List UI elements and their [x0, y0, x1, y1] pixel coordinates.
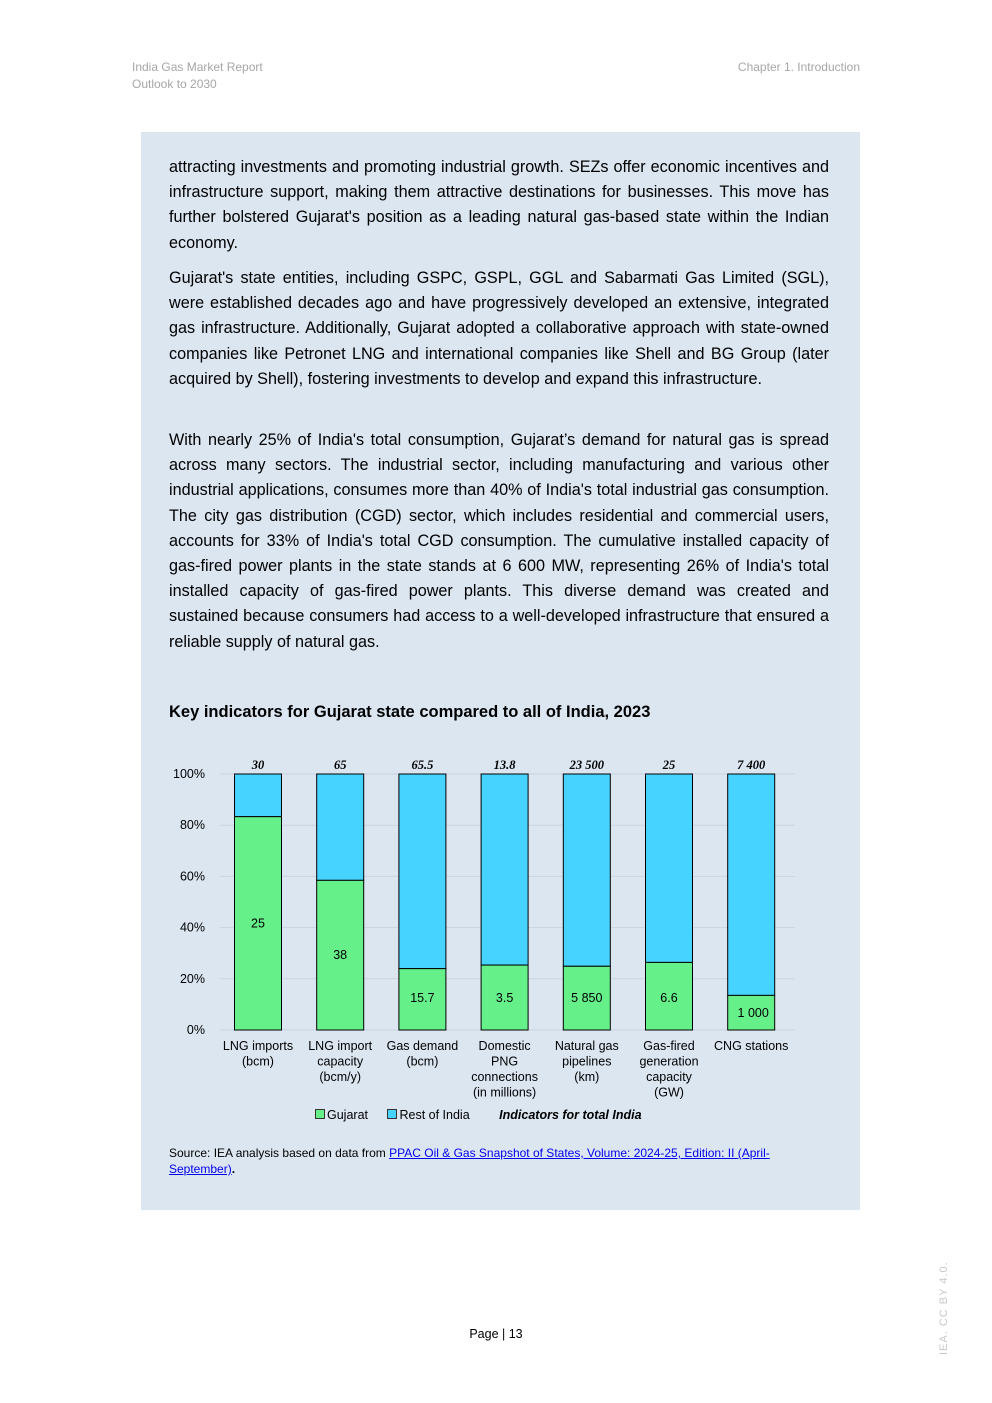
- legend-gujarat: Gujarat: [327, 1108, 368, 1122]
- bar-rest-of-india: [399, 774, 446, 969]
- data-label-gujarat: 6.6: [660, 991, 678, 1005]
- report-header: [132, 59, 263, 93]
- bar-rest-of-india: [235, 774, 282, 817]
- y-tick-label: 0%: [186, 1023, 205, 1037]
- data-label-gujarat: 5 850: [571, 991, 603, 1005]
- data-label-total: 13.8: [493, 758, 516, 772]
- license-note: IEA. CC BY 4.0.: [938, 1261, 950, 1355]
- data-label-total: 7 400: [737, 758, 766, 772]
- x-tick-label: connections: [471, 1070, 538, 1084]
- data-label-gujarat: 3.5: [495, 991, 514, 1005]
- y-tick-label: 80%: [179, 818, 205, 833]
- x-tick-label: CNG stations: [714, 1039, 789, 1053]
- x-tick-label: (bcm): [242, 1054, 274, 1069]
- x-tick-label: Domestic: [478, 1039, 531, 1053]
- x-tick-label: (bcm): [406, 1054, 439, 1069]
- chart-title: Key indicators for Gujarat state compared to all of India, 2023: [169, 703, 651, 721]
- bar-rest-of-india: [481, 774, 528, 965]
- x-tick-label: (bcm/y): [319, 1070, 362, 1084]
- data-label-gujarat: 1 000: [737, 1006, 769, 1020]
- bar-rest-of-india: [728, 774, 775, 995]
- x-tick-label: (km): [574, 1070, 600, 1084]
- stacked-bar-chart: [160, 750, 810, 1110]
- legend-swatch-rest: [387, 1109, 397, 1119]
- source-suffix: .: [231, 1162, 236, 1176]
- x-tick-label: LNG imports: [222, 1039, 294, 1053]
- report-title: India Gas Market Report: [132, 60, 263, 74]
- y-tick-label: 20%: [179, 971, 205, 986]
- paragraph: attracting investments and promoting industrial growth. SEZs offer economic incentives and infrastructure support, making them attractive destinations for businesses. This move has further bolstered Gujarat's position as a leading natural gas-based state within the Indian economy.: [169, 158, 829, 252]
- page-number: Page | 13: [469, 1327, 523, 1341]
- bar-rest-of-india: [563, 774, 610, 966]
- y-tick-label: 40%: [179, 920, 205, 935]
- x-tick-label: (GW): [654, 1085, 684, 1100]
- report-subtitle: Outlook to 2030: [132, 77, 217, 91]
- x-tick-label: (in millions): [472, 1085, 537, 1100]
- legend-swatch-gujarat: [315, 1109, 325, 1119]
- paragraph: With nearly 25% of India's total consumption, Gujarat’s demand for natural gas is spread across many sectors. The industrial sector, including manufacturing and various other industrial applications, consumes more than 40% of India's total industrial gas consumption. The city gas distribution (CGD) sector, which includes residential and commercial users, accounts for 33% of India's total CGD consumption. The cumulative installed capacity of gas-fired power plants in the state stands at 6 600 MW, representing 26% of India's total installed capacity of gas-fired power plants. This diverse demand was created and sustained because consumers had access to a well-developed infrastructure that ensured a reliable supply of natural gas.: [169, 431, 829, 651]
- data-label-gujarat: 25: [251, 916, 265, 931]
- x-tick-label: capacity: [646, 1070, 692, 1084]
- data-label-total: 65.5: [411, 758, 434, 772]
- x-tick-label: PNG: [491, 1054, 519, 1069]
- source-link[interactable]: PPAC Oil & Gas Snapshot of States, Volume: 2024-25, Edition: II (April-September): [169, 1146, 770, 1176]
- paragraph: Gujarat's state entities, including GSPC, GSPL, GGL and Sabarmati Gas Limited (SGL), were established decades ago and have progressively developed an extensive, integrated gas infrastructure. Additionally, Gujarat adopted a collaborative approach with state-owned companies like Petronet LNG and international companies like Shell and BG Group (later acquired by Shell), fostering investments to develop and expand this infrastructure.: [169, 269, 829, 388]
- source-note: [169, 1145, 829, 1177]
- x-tick-label: pipelines: [562, 1054, 612, 1069]
- data-label-total: 65: [333, 758, 347, 772]
- y-tick-label: 60%: [179, 869, 205, 884]
- y-tick-label: 100%: [173, 767, 205, 781]
- source-prefix: Source: IEA analysis based on data from: [169, 1146, 390, 1160]
- data-label-gujarat: 15.7: [410, 991, 435, 1005]
- data-label-total: 23 500: [569, 758, 604, 772]
- legend-total: Indicators for total India: [499, 1108, 642, 1122]
- data-label-total: 25: [662, 758, 676, 772]
- legend-rest: Rest of India: [399, 1108, 470, 1122]
- x-tick-label: Gas demand: [386, 1039, 459, 1053]
- x-tick-label: LNG import: [308, 1039, 373, 1053]
- x-tick-label: capacity: [317, 1054, 364, 1069]
- chart-legend: [315, 1108, 642, 1122]
- data-label-gujarat: 38: [333, 948, 348, 963]
- chapter-title: Chapter 1. Introduction: [737, 60, 860, 74]
- x-tick-label: Natural gas: [554, 1039, 619, 1053]
- data-label-total: 30: [251, 758, 265, 772]
- bar-rest-of-india: [317, 774, 364, 880]
- bar-rest-of-india: [646, 774, 693, 962]
- x-tick-label: generation: [639, 1054, 699, 1069]
- x-tick-label: Gas-fired: [643, 1039, 695, 1053]
